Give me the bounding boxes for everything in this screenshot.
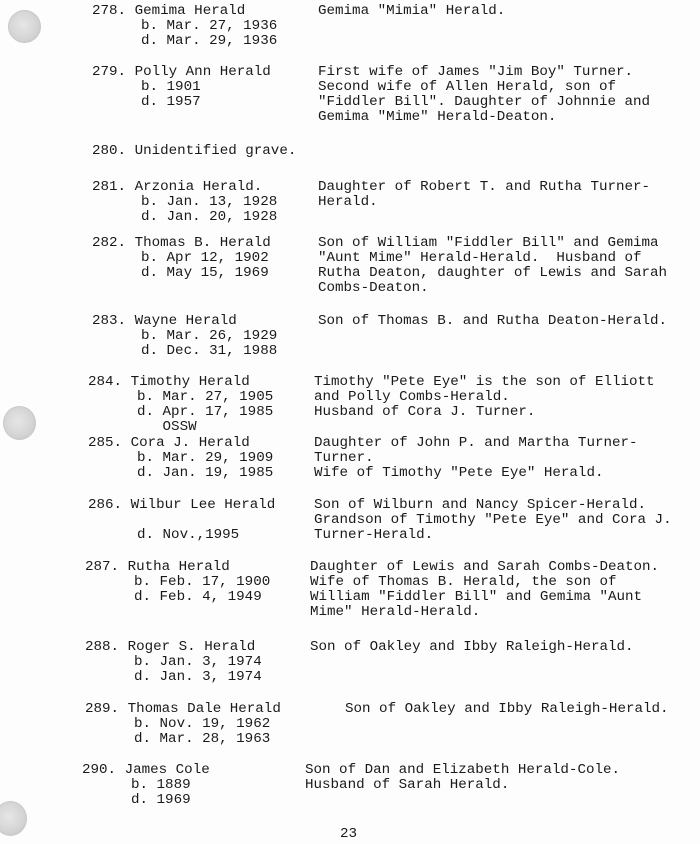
entry-date: b. Mar. 27, 1936 [141, 18, 278, 34]
entry-date: d. Apr. 17, 1985 [137, 404, 274, 420]
entry-notes [318, 180, 650, 210]
entry-note-line: Son of Oakley and Ibby Raleigh-Herald. [310, 639, 634, 655]
entry-notes [318, 65, 650, 125]
entry-number: 288. [85, 639, 120, 655]
entry-date: b. 1901 [141, 79, 201, 95]
entry-date: d. Mar. 28, 1963 [134, 731, 271, 747]
entry-notes [310, 640, 634, 655]
entry-date: b. Feb. 17, 1900 [134, 574, 271, 590]
entry-date: d. Jan. 3, 1974 [134, 669, 262, 685]
entry-name: Gemima Herald [134, 3, 246, 19]
entry-heading [88, 375, 273, 390]
entry-date: d. Dec. 31, 1988 [141, 343, 278, 359]
entry-identity [92, 236, 271, 281]
entry-note-line: "Fiddler Bill". Daughter of Johnnie and [318, 94, 651, 110]
entry-notes [314, 436, 638, 481]
entry-date: d. 1957 [141, 94, 201, 110]
entry-identity [85, 640, 262, 685]
entry-heading [82, 763, 210, 778]
entry-heading [85, 702, 281, 717]
entry-note-line: Husband of Sarah Herald. [305, 777, 510, 793]
entry-note-line: Herald. [318, 194, 378, 210]
page-number: 23 [340, 826, 358, 842]
entry-number: 281. [92, 179, 127, 195]
entry-number: 285. [88, 435, 123, 451]
entry-heading [85, 640, 262, 655]
entry-heading [92, 180, 277, 195]
entry-identity [85, 702, 281, 747]
entry-identity [92, 180, 277, 225]
entry-name: Thomas Dale Herald [127, 701, 281, 717]
entry-date: d. 1969 [131, 792, 191, 808]
entry-note-line: Turner. [314, 450, 374, 466]
entry-heading [92, 314, 277, 329]
entry-note-line: First wife of James "Jim Boy" Turner. [318, 64, 634, 80]
entry-heading [85, 560, 270, 575]
entry-date: b. Nov. 19, 1962 [134, 716, 271, 732]
entry-note-line: "Aunt Mime" Herald-Herald. Husband of [318, 250, 642, 266]
entry-date: b. Mar. 29, 1909 [137, 450, 274, 466]
entry-name: Rutha Herald [127, 559, 230, 575]
entry-name: Timothy Herald [130, 374, 250, 390]
entry-name: Wilbur Lee Herald [130, 497, 276, 513]
punch-hole-bottom [0, 801, 27, 836]
entry-note-line: William "Fiddler Bill" and Gemima "Aunt [310, 589, 643, 605]
entry-note-line: Turner-Herald. [314, 527, 434, 543]
entry-heading [92, 236, 271, 251]
entry-date [88, 513, 275, 528]
entry-date: b. Jan. 13, 1928 [141, 194, 278, 210]
entry-note-line: Mime" Herald-Herald. [310, 604, 481, 620]
entry-date: d. Nov.,1995 [137, 527, 240, 543]
entry-date: b. Apr 12, 1902 [141, 250, 269, 266]
entry-number: 278. [92, 3, 127, 19]
entry-name: Arzonia Herald. [134, 179, 263, 195]
entry-note-line: Wife of Timothy "Pete Eye" Herald. [314, 465, 604, 481]
entry-heading [88, 498, 275, 513]
entry-number: 287. [85, 559, 120, 575]
entry-notes [318, 4, 505, 19]
entry-heading [92, 4, 277, 19]
entry-number: 283. [92, 313, 127, 329]
entry-number: 289. [85, 701, 120, 717]
entry-note-line: Gemima "Mime" Herald-Deaton. [318, 109, 557, 125]
entry-name: James Cole [124, 762, 210, 778]
entry-note-line: Gemima "Mimia" Herald. [318, 3, 506, 19]
entry-date: d. May 15, 1969 [141, 265, 269, 281]
entry-notes [318, 314, 667, 329]
entry-identity [88, 498, 275, 543]
entry-name: Thomas B. Herald [134, 235, 271, 251]
entry-identity [82, 763, 210, 808]
entry-notes [305, 763, 620, 793]
entry-name: Wayne Herald [134, 313, 237, 329]
entry-note-line: Timothy "Pete Eye" is the son of Elliott [314, 374, 655, 390]
entry-note-line: Daughter of Lewis and Sarah Combs-Deaton. [310, 559, 660, 575]
entry-identity [92, 144, 296, 159]
entry-notes [318, 236, 667, 296]
entry-notes [314, 498, 672, 543]
entry-date: b. 1889 [131, 777, 191, 793]
entry-name: Cora J. Herald [130, 435, 250, 451]
entry-identity [88, 436, 273, 481]
entry-date: b. Mar. 26, 1929 [141, 328, 278, 344]
entry-number: 286. [88, 497, 123, 513]
entry-name: Roger S. Herald [127, 639, 256, 655]
entry-date: OSSW [137, 419, 197, 435]
entry-notes [345, 702, 669, 717]
entry-number: 282. [92, 235, 127, 251]
entry-note-line: Son of Thomas B. and Rutha Deaton-Herald. [318, 313, 668, 329]
entry-name: Polly Ann Herald [134, 64, 271, 80]
entry-note-line: Grandson of Timothy "Pete Eye" and Cora J. [314, 512, 672, 528]
entry-note-line: Daughter of Robert T. and Rutha Turner- [318, 179, 651, 195]
entry-note-line: Daughter of John P. and Martha Turner- [314, 435, 638, 451]
entry-heading [92, 65, 271, 80]
entry-note-line: Son of Dan and Elizabeth Herald-Cole. [305, 762, 621, 778]
entry-name: Unidentified grave. [134, 143, 297, 159]
entry-date: d. Jan. 20, 1928 [141, 209, 278, 225]
entry-heading [92, 144, 296, 159]
entry-date: b. Jan. 3, 1974 [134, 654, 262, 670]
entry-identity [85, 560, 270, 605]
entry-number: 284. [88, 374, 123, 390]
punch-hole-top [8, 10, 41, 43]
entry-note-line: Wife of Thomas B. Herald, the son of [310, 574, 617, 590]
entry-note-line: Second wife of Allen Herald, son of [318, 79, 616, 95]
entry-number: 290. [82, 762, 117, 778]
entry-identity [92, 314, 277, 359]
entry-identity [88, 375, 273, 435]
entry-date: d. Mar. 29, 1936 [141, 33, 278, 49]
entry-note-line: Son of Wilburn and Nancy Spicer-Herald. [314, 497, 647, 513]
entry-notes [314, 375, 655, 420]
entry-note-line: and Polly Combs-Herald. [314, 389, 510, 405]
entry-number: 279. [92, 64, 127, 80]
entry-heading [88, 436, 273, 451]
entry-note-line: Rutha Deaton, daughter of Lewis and Sarah [318, 265, 668, 281]
entry-note-line: Combs-Deaton. [318, 280, 429, 296]
entry-identity [92, 65, 271, 110]
entry-date: b. Mar. 27, 1905 [137, 389, 274, 405]
entry-date: d. Feb. 4, 1949 [134, 589, 262, 605]
entry-number: 280. [92, 143, 127, 159]
entry-identity [92, 4, 277, 49]
punch-hole-middle [3, 406, 36, 440]
entry-note-line: Husband of Cora J. Turner. [314, 404, 536, 420]
entry-note-line: Son of Oakley and Ibby Raleigh-Herald. [345, 701, 669, 717]
entry-notes [310, 560, 659, 620]
entry-date: d. Jan. 19, 1985 [137, 465, 274, 481]
entry-note-line: Son of William "Fiddler Bill" and Gemima [318, 235, 659, 251]
